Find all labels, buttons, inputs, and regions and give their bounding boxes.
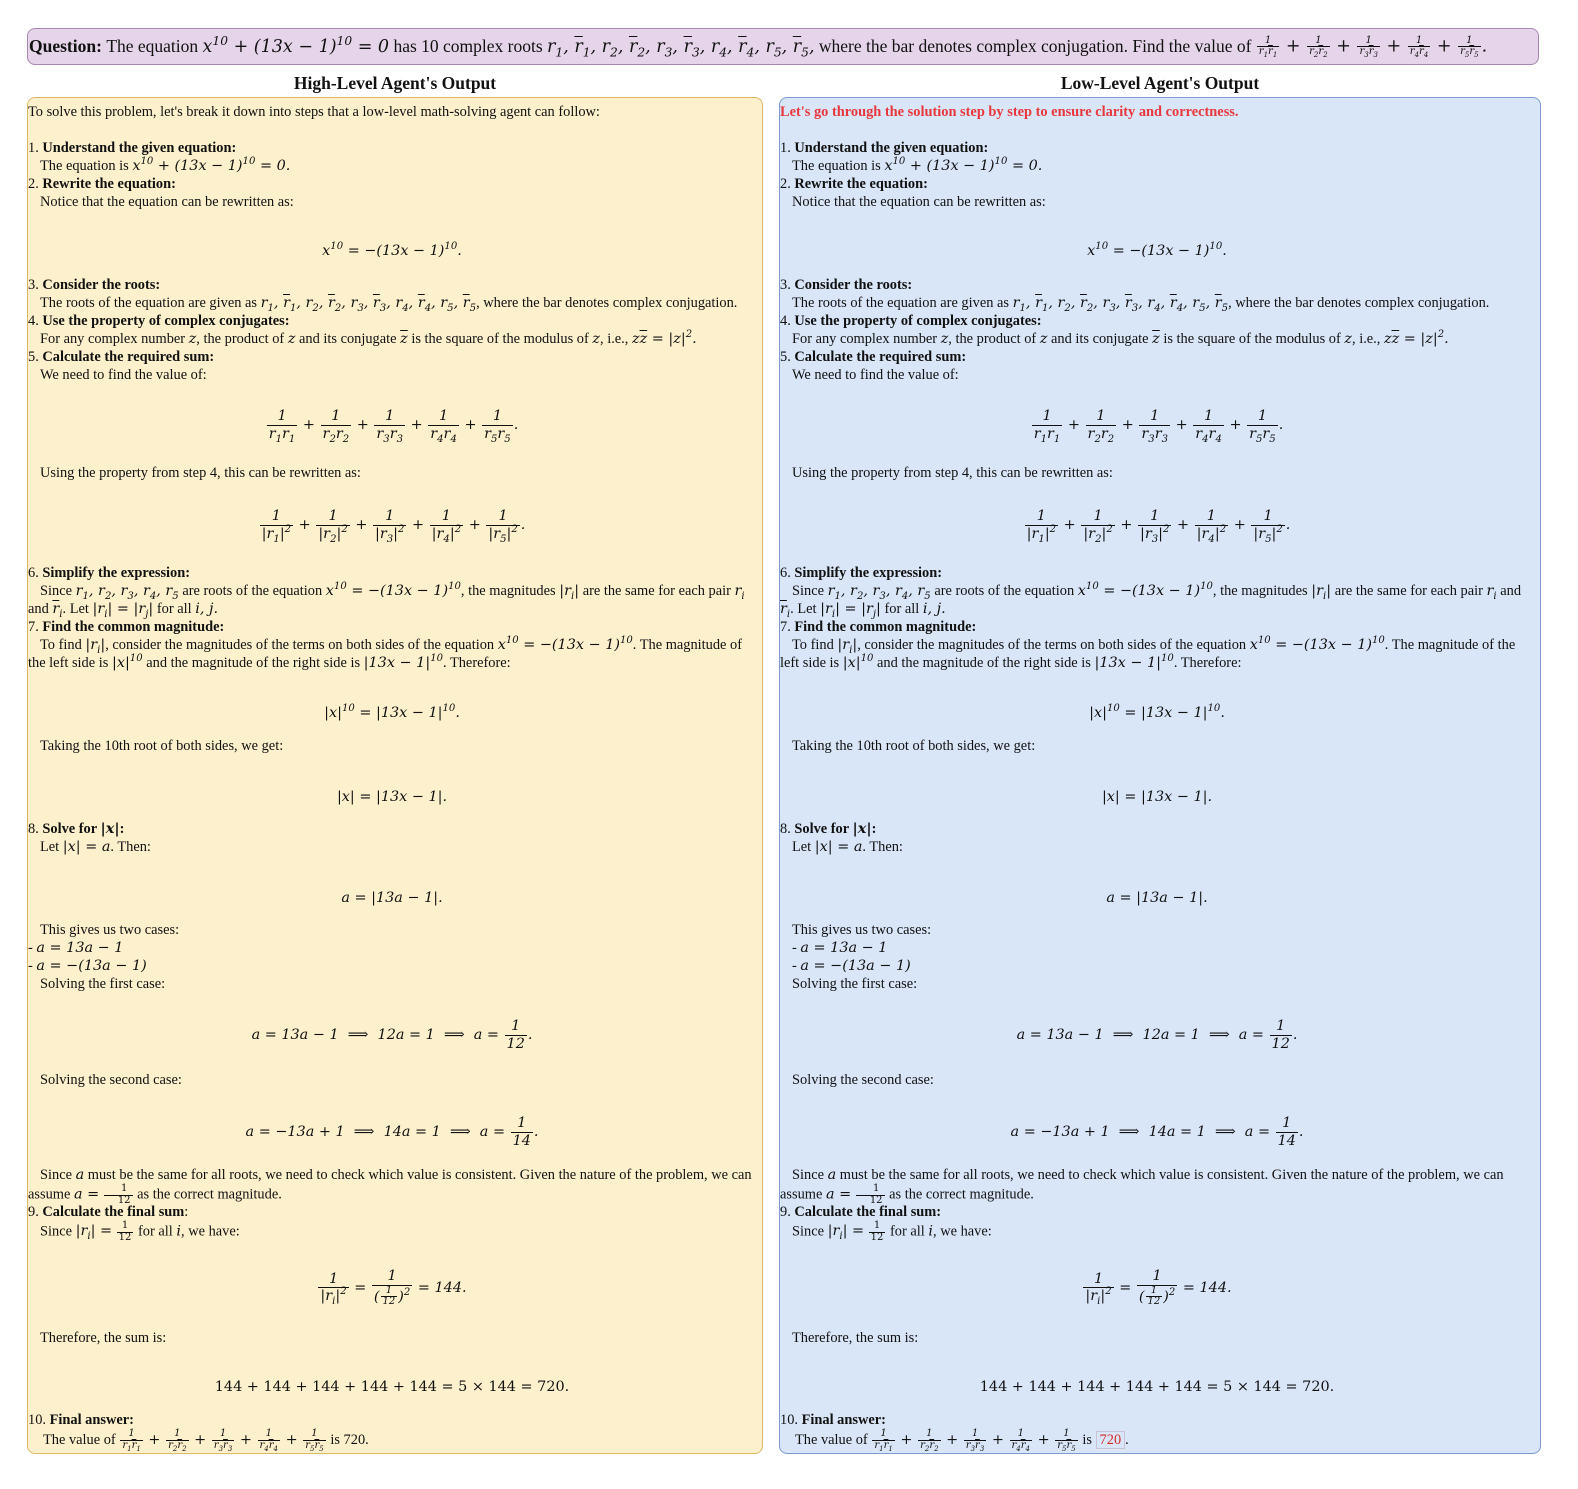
- inverse-square-equation: $\frac{1}{|r_i|^2}$ = 1 ( $\frac{1}{12}$ )$^2$ = 144.: [320, 1268, 467, 1308]
- step-2-text: Notice that the equation can be rewritten as:: [40, 194, 294, 210]
- second-case-solution: a = −13a + 1 ⟹ 14a = 1 ⟹ a = $\frac{1}{14}$ .: [1010, 1115, 1304, 1149]
- question-sum-expression: $\frac{1}{r_1\overline{r}_1}$ + $\frac{1}{r_2\overline{r}_2}$ + $\frac{1}{r_3\overline{r}_3}$ + $\frac{1}{r_4\overline{r}_4}$ + $\frac{1}{r_5\overline{r}_5}$ .: [1258, 34, 1488, 59]
- step-8-let: Let |x| = a. Then:: [792, 839, 903, 855]
- magnitude-root: |x| = |13x − 1|.: [336, 789, 448, 805]
- equation-rewritten: $x^{10} = -(13x - 1)^{10}$.: [322, 241, 462, 259]
- sum-conjugates: $\frac{1}{r_1\overline{r}_1}$ + $\frac{1}{r_2\overline{r}_2}$ + $\frac{1}{r_3\overline{r}_3}$ + $\frac{1}{r_4\overline{r}_4}$ + $\frac{1}{r_5\overline{r}_5}$ .: [1033, 408, 1284, 445]
- step-4-heading: 4. Use the property of complex conjugates:: [28, 313, 290, 329]
- question-equation: $x^{10} + (13x - 1)^{10} = 0$: [202, 33, 390, 57]
- right-intro: Let's go through the solution step by step to ensure clarity and correctness.: [780, 104, 1239, 120]
- step-10-text: The value of $\frac{1}{r_1\overline{r}_1}$ + $\frac{1}{r_2\overline{r}_2}$ + $\frac{1}{r_3\overline{r}_3}$ + $\frac{1}{r_4\overline{r}_4}$ + $\frac{1}{r_5\overline{r}_5}$ is 720 .: [795, 1428, 1129, 1453]
- step-7-heading: 7. Find the common magnitude:: [780, 619, 977, 635]
- step-5-using: Using the property from step 4, this can be rewritten as:: [792, 465, 1113, 481]
- equation-rewritten: $x^{10} = -(13x - 1)^{10}$.: [1087, 241, 1227, 259]
- question-label: Question:: [29, 36, 102, 56]
- step-2-text: Notice that the equation can be rewritten as:: [792, 194, 1046, 210]
- step-8-first: Solving the first case:: [40, 976, 166, 992]
- question-end: where the bar denotes complex conjugation. Find the value of: [818, 36, 1252, 56]
- magnitude-equation: $|x|^{10} = |13x - 1|^{10}$.: [1089, 703, 1225, 721]
- step-5-text: We need to find the value of:: [792, 367, 959, 383]
- step-8-since: Since a must be the same for all roots, we need to check which value is consistent. Given the nature of the problem, we can assume a = $\frac{1}{12}$ as the correct magnitude.: [780, 1167, 1504, 1206]
- step-8-second: Solving the second case:: [40, 1072, 182, 1088]
- final-sum-equation: 144 + 144 + 144 + 144 + 144 = 5 × 144 = 720.: [214, 1379, 570, 1395]
- first-case-solution: a = 13a − 1 ⟹ 12a = 1 ⟹ a = $\frac{1}{12}$ .: [1016, 1018, 1298, 1052]
- step-7-text: To find $|r_i|$, consider the magnitudes of the terms on both sides of the equation $x^{10} = -(13x - 1)^{10}$. The magnitude of the left side is $|x|^{10}$ and the magnitude of the right side is $|13x - 1|^{10}$. Therefore:: [780, 635, 1516, 671]
- step-4-text: For any complex number z, the product of z and its conjugate $\overline{z}$ is the square of the modulus of z, i.e., $z\overline{z} = |z|^2$.: [40, 329, 697, 347]
- step-8-heading: 8. Solve for |x|:: [780, 820, 877, 837]
- step-5-using: Using the property from step 4, this can be rewritten as:: [40, 465, 361, 481]
- step-6-heading: 6. Simplify the expression:: [780, 565, 943, 581]
- step-9-heading: 9. Calculate the final sum:: [780, 1204, 942, 1220]
- left-intro: To solve this problem, let's break it down into steps that a low-level math-solving agent can follow:: [28, 104, 600, 120]
- right-final-answer-box: 720: [1096, 1431, 1126, 1449]
- magnitude-root: |x| = |13x − 1|.: [1101, 789, 1213, 805]
- high-level-output-panel: [27, 97, 763, 1454]
- step-9-therefore: Therefore, the sum is:: [40, 1330, 167, 1346]
- step-2-heading: 2. Rewrite the equation:: [28, 176, 176, 192]
- a-equation: a = |13a − 1|.: [1106, 890, 1208, 906]
- a-equation: a = |13a − 1|.: [341, 890, 443, 906]
- step-7-take-root: Taking the 10th root of both sides, we get:: [792, 738, 1036, 754]
- step-10-text: The value of $\frac{1}{r_1\overline{r}_1}$ + $\frac{1}{r_2\overline{r}_2}$ + $\frac{1}{r_3\overline{r}_3}$ + $\frac{1}{r_4\overline{r}_4}$ + $\frac{1}{r_5\overline{r}_5}$ is 720.: [43, 1428, 369, 1453]
- step-4-heading: 4. Use the property of complex conjugates:: [780, 313, 1042, 329]
- case-2: - a = −(13a − 1): [28, 958, 147, 974]
- step-4-text: For any complex number z, the product of z and its conjugate $\overline{z}$ is the square of the modulus of z, i.e., $z\overline{z} = |z|^2$.: [792, 329, 1449, 347]
- final-sum-equation: 144 + 144 + 144 + 144 + 144 = 5 × 144 = 720.: [979, 1379, 1335, 1395]
- inverse-square-equation: $\frac{1}{|r_i|^2}$ = 1 ( $\frac{1}{12}$ )$^2$ = 144.: [1085, 1268, 1232, 1308]
- step-6-text: Since $r_1$, $r_2$, $r_3$, $r_4$, $r_5$ are roots of the equation $x^{10} = -(13x - 1)^{10}$, the magnitudes $|r_i|$ are the same for each pair $r_i$ and $\overline{r}_i$. Let $|r_i| = |r_j|$ for all i, j.: [28, 581, 745, 620]
- step-1-heading: 1. Understand the given equation:: [780, 140, 989, 156]
- case-1: - a = 13a − 1: [28, 940, 124, 956]
- sum-moduli: $\frac{1}{|r_1|^2}$ + $\frac{1}{|r_2|^2}$ + $\frac{1}{|r_3|^2}$ + $\frac{1}{|r_4|^2}$ + $\frac{1}{|r_5|^2}$ .: [1026, 508, 1291, 545]
- step-6-text: Since $r_1$, $r_2$, $r_3$, $r_4$, $r_5$ are roots of the equation $x^{10} = -(13x - 1)^{10}$, the magnitudes $|r_i|$ are the same for each pair $r_i$ and $\overline{r}_i$. Let $|r_i| = |r_j|$ for all i, j.: [780, 581, 1522, 620]
- step-1-heading: 1. Understand the given equation:: [28, 140, 237, 156]
- right-panel-title: Low-Level Agent's Output: [1060, 73, 1260, 93]
- step-8-first: Solving the first case:: [792, 976, 918, 992]
- step-3-text: The roots of the equation are given as $r_1$, $\overline{r}_1$, $r_2$, $\overline{r}_2$, $r_3$, $\overline{r}_3$, $r_4$, $\overline{r}_4$, $r_5$, $\overline{r}_5$, where the bar denotes complex conjugation.: [792, 295, 1490, 314]
- left-final-answer: 720.: [343, 1432, 369, 1448]
- step-10-heading: 10. Final answer:: [28, 1412, 134, 1428]
- step-8-let: Let |x| = a. Then:: [40, 839, 151, 855]
- sum-conjugates: $\frac{1}{r_1\overline{r}_1}$ + $\frac{1}{r_2\overline{r}_2}$ + $\frac{1}{r_3\overline{r}_3}$ + $\frac{1}{r_4\overline{r}_4}$ + $\frac{1}{r_5\overline{r}_5}$ .: [268, 408, 519, 445]
- step-9-text: Since $|r_i|$ = $\frac{1}{12}$ for all i, we have:: [792, 1220, 992, 1243]
- step-7-heading: 7. Find the common magnitude:: [28, 619, 225, 635]
- question-middle: has 10 complex roots: [393, 36, 543, 56]
- step-8-since: Since a must be the same for all roots, we need to check which value is consistent. Given the nature of the problem, we can assume a = $\frac{1}{12}$ as the correct magnitude.: [28, 1167, 752, 1206]
- first-case-solution: a = 13a − 1 ⟹ 12a = 1 ⟹ a = $\frac{1}{12}$ .: [251, 1018, 533, 1052]
- low-level-output-panel: [779, 97, 1541, 1454]
- step-1-text: The equation is $x^{10} + (13x - 1)^{10} = 0$.: [792, 156, 1043, 174]
- step-8-heading: 8. Solve for |x|:: [28, 820, 125, 837]
- step-3-text: The roots of the equation are given as $r_1$, $\overline{r}_1$, $r_2$, $\overline{r}_2$, $r_3$, $\overline{r}_3$, $r_4$, $\overline{r}_4$, $r_5$, $\overline{r}_5$, where the bar denotes complex conjugation.: [40, 295, 738, 314]
- step-9-therefore: Therefore, the sum is:: [792, 1330, 919, 1346]
- sum-moduli: $\frac{1}{|r_1|^2}$ + $\frac{1}{|r_2|^2}$ + $\frac{1}{|r_3|^2}$ + $\frac{1}{|r_4|^2}$ + $\frac{1}{|r_5|^2}$ .: [261, 508, 526, 545]
- step-5-heading: 5. Calculate the required sum:: [780, 349, 967, 365]
- step-5-text: We need to find the value of:: [40, 367, 207, 383]
- step-3-heading: 3. Consider the roots:: [780, 277, 913, 293]
- left-panel-title: High-Level Agent's Output: [293, 73, 497, 93]
- question-box: [27, 28, 1539, 65]
- step-2-heading: 2. Rewrite the equation:: [780, 176, 928, 192]
- step-3-heading: 3. Consider the roots:: [28, 277, 161, 293]
- step-8-second: Solving the second case:: [792, 1072, 934, 1088]
- step-9-text: Since $|r_i|$ = $\frac{1}{12}$ for all i, we have:: [40, 1220, 240, 1243]
- case-1: - a = 13a − 1: [792, 940, 888, 956]
- step-10-heading: 10. Final answer:: [780, 1412, 886, 1428]
- step-7-text: To find $|r_i|$, consider the magnitudes of the terms on both sides of the equation $x^{10} = -(13x - 1)^{10}$. The magnitude of the left side is $|x|^{10}$ and the magnitude of the right side is $|13x - 1|^{10}$. Therefore:: [28, 635, 743, 671]
- magnitude-equation: $|x|^{10} = |13x - 1|^{10}$.: [324, 703, 460, 721]
- step-5-heading: 5. Calculate the required sum:: [28, 349, 215, 365]
- second-case-solution: a = −13a + 1 ⟹ 14a = 1 ⟹ a = $\frac{1}{14}$ .: [245, 1115, 539, 1149]
- step-6-heading: 6. Simplify the expression:: [28, 565, 191, 581]
- question-roots: $r_1$, $\overline{r}_1$, $r_2$, $\overline{r}_2$, $r_3$, $\overline{r}_3$, $r_4$, $\overline{r}_4$, $r_5$, $\overline{r}_5$,: [547, 36, 815, 59]
- step-1-text: The equation is $x^{10} + (13x - 1)^{10} = 0$.: [40, 156, 291, 174]
- case-2: - a = −(13a − 1): [792, 958, 911, 974]
- question-intro: The equation: [106, 36, 199, 56]
- step-8-cases: This gives us two cases:: [792, 922, 932, 938]
- step-9-heading: 9. Calculate the final sum:: [28, 1204, 189, 1220]
- step-7-take-root: Taking the 10th root of both sides, we get:: [40, 738, 284, 754]
- step-8-cases: This gives us two cases:: [40, 922, 180, 938]
